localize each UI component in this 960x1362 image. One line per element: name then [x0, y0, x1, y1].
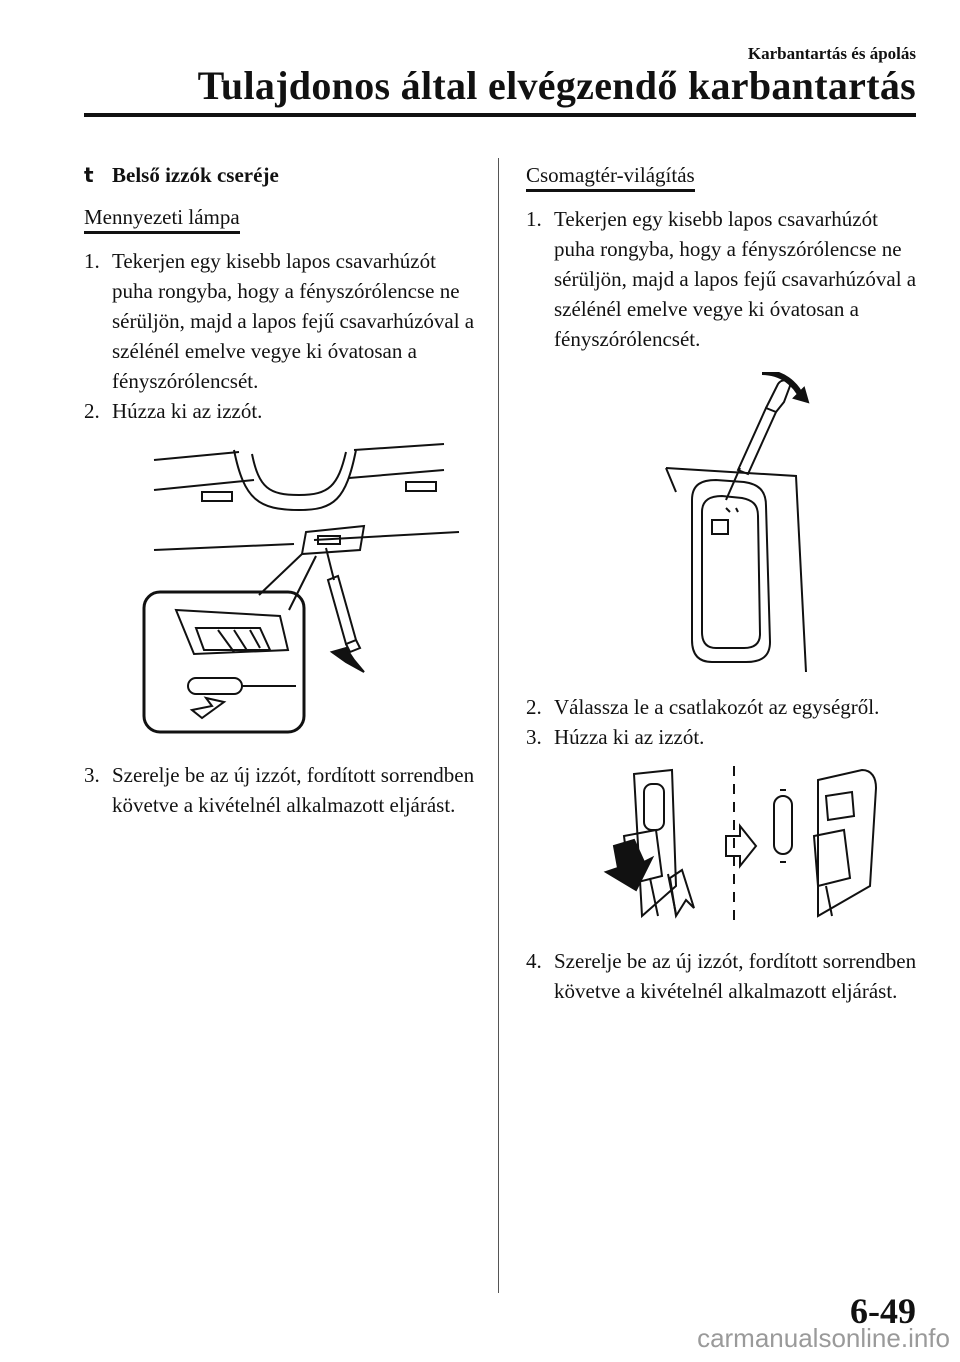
column-divider [498, 158, 499, 1293]
step-number: 2. [526, 695, 542, 719]
right-column [526, 160, 921, 1006]
step-text: Válassza le a csatlakozót az egységről. [554, 695, 880, 719]
right-steps-c [526, 946, 921, 1006]
step-item [526, 946, 921, 1006]
header-rule [84, 113, 916, 117]
left-steps-a [84, 246, 479, 426]
step-text: Szerelje be az új izzót, fordított sorrendben követve a kivételnél alkalmazott eljárást. [112, 763, 475, 817]
section-heading-text: Belső izzók cseréje [112, 163, 279, 187]
step-number: 3. [526, 725, 542, 749]
ceiling-lamp-figure [84, 440, 479, 740]
trunk-light-figure [526, 372, 921, 672]
subheading-ceiling-lamp: Mennyezeti lámpa [84, 204, 240, 234]
step-number: 3. [84, 763, 100, 787]
chapter-label: Karbantartás és ápolás [747, 44, 916, 63]
page-number: 6-49 [850, 1291, 916, 1331]
trunk-bulb-illustration [526, 766, 921, 926]
step-item [84, 760, 479, 820]
step-item [526, 722, 921, 752]
section-heading [84, 160, 479, 190]
section-bullet-icon: t [84, 163, 94, 187]
step-text: Tekerjen egy kisebb lapos csavarhúzót puha rongyba, hogy a fényszórólencse ne sérüljön, majd a lapos fejű csavarhúzóval a szélénél emelve vegye ki óvatosan a fényszórólencsét. [112, 249, 475, 393]
right-steps-b [526, 692, 921, 752]
step-number: 1. [84, 249, 100, 273]
step-item [526, 204, 921, 354]
subheading-trunk-light: Csomagtér-világítás [526, 162, 695, 192]
step-text: Húzza ki az izzót. [112, 399, 263, 423]
step-number: 4. [526, 949, 542, 973]
left-column [84, 160, 479, 820]
right-steps-a [526, 204, 921, 354]
step-number: 2. [84, 399, 100, 423]
left-steps-b [84, 760, 479, 820]
step-text: Húzza ki az izzót. [554, 725, 705, 749]
trunk-light-illustration [526, 372, 921, 672]
step-text: Szerelje be az új izzót, fordított sorrendben követve a kivételnél alkalmazott eljárást. [554, 949, 917, 1003]
step-item [84, 246, 479, 396]
step-text: Tekerjen egy kisebb lapos csavarhúzót puha rongyba, hogy a fényszórólencse ne sérüljön, majd a lapos fejű csavarhúzóval a szélénél emelve vegye ki óvatosan a fényszórólencsét. [554, 207, 917, 351]
watermark: carmanualsonline.info [697, 1323, 950, 1353]
ceiling-lamp-illustration [84, 440, 479, 740]
step-number: 1. [526, 207, 542, 231]
trunk-bulb-figure [526, 766, 921, 926]
page-title: Tulajdonos által elvégzendő karbantartás [197, 63, 916, 108]
step-item [84, 396, 479, 426]
step-item [526, 692, 921, 722]
